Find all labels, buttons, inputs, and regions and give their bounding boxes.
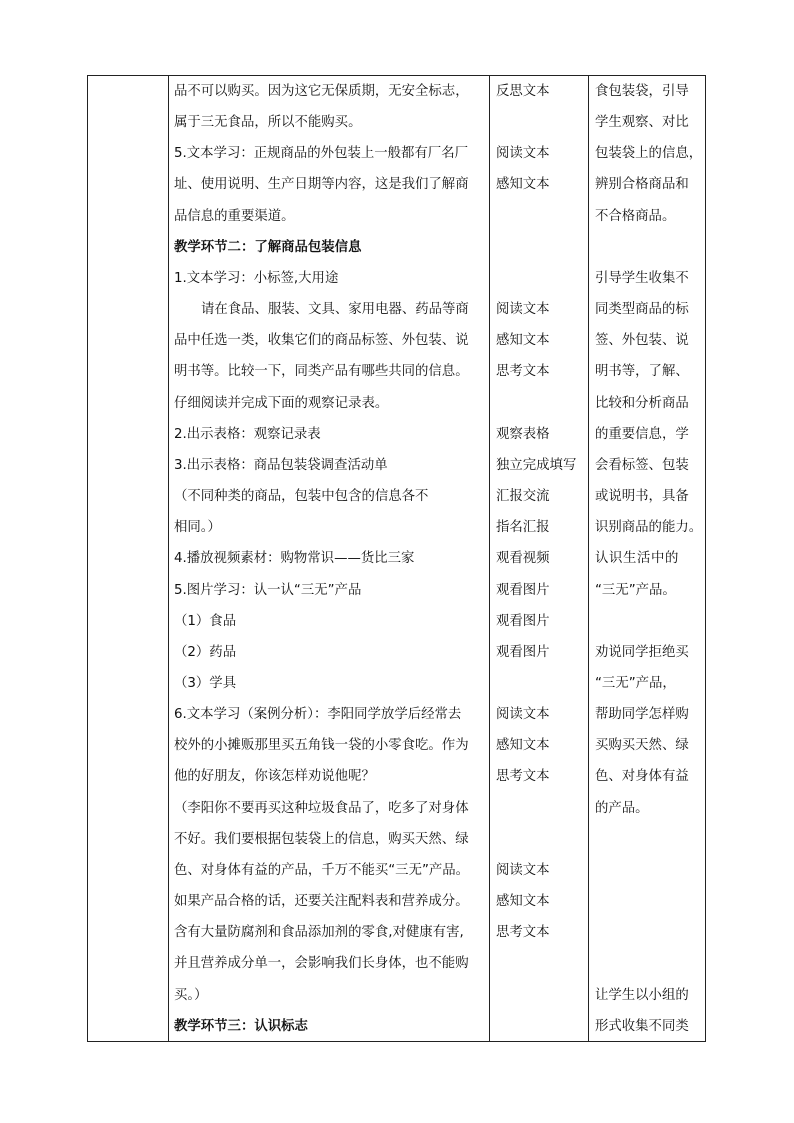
content-line: 品不可以购买。因为这它无保质期，无安全标志， [174,84,469,99]
purpose-line: 引导学生收集不 [595,271,689,286]
activity-line: 感知文本 [496,738,550,753]
content-line: 5.图片学习：认一认“三无”产品 [174,583,362,598]
content-line: 并且营养成分单一，会影响我们长身体，也不能购 [174,956,469,971]
purpose-line: 或说明书，具备 [595,489,689,504]
purpose-line: 辨别合格商品和 [595,177,689,192]
purpose-line: 色、对身体有益 [595,769,689,784]
activity-line: 阅读文本 [496,863,550,878]
column-divider [588,76,589,1041]
activity-line: 感知文本 [496,894,550,909]
activity-line: 阅读文本 [496,146,550,161]
activity-line: 指名汇报 [496,520,550,535]
content-line: 请在食品、服装、文具、家用电器、药品等商 [201,302,469,317]
content-line: 址、使用说明、生产日期等内容，这是我们了解商 [174,177,469,192]
content-line: 品中任选一类，收集它们的商品标签、外包装、说 [174,333,469,348]
content-line: 6.文本学习（案例分析）：李阳同学放学后经常去 [174,707,462,722]
purpose-line: 劝说同学拒绝买 [595,645,689,660]
activity-line: 观看图片 [496,614,550,629]
activity-line: 阅读文本 [496,302,550,317]
purpose-line: 包装袋上的信息， [595,146,703,161]
purpose-line: 学生观察、对比 [595,115,689,130]
purpose-line: “三无”产品。 [595,583,676,598]
purpose-line: 的产品。 [595,801,649,816]
content-line: 3.出示表格：商品包装袋调查活动单 [174,458,388,473]
purpose-line: 明书等，了解、 [595,364,689,379]
purpose-line: 同类型商品的标 [595,302,689,317]
activity-line: 观看图片 [496,645,550,660]
content-line: 明书等。比较一下，同类产品有哪些共同的信息。 [174,364,469,379]
column-divider [168,76,169,1041]
section-heading: 教学环节二：了解商品包装信息 [174,240,362,255]
activity-line: 观看视频 [496,551,550,566]
purpose-line: 让学生以小组的 [595,988,689,1003]
activity-line: 观察表格 [496,427,550,442]
activity-line: 思考文本 [496,925,550,940]
activity-line: 感知文本 [496,177,550,192]
activity-line: 反思文本 [496,84,550,99]
purpose-line: 的重要信息，学 [595,427,689,442]
content-line: （1）食品 [174,614,237,629]
purpose-line: 不合格商品。 [595,209,676,224]
content-line: 相同。） [174,520,221,535]
activity-line: 观看图片 [496,583,550,598]
activity-line: 思考文本 [496,769,550,784]
purpose-line: 识别商品的能力。 [595,520,703,535]
purpose-line: “三无”产品， [595,676,676,691]
content-line: 买。） [174,988,208,1003]
content-line: 仔细阅读并完成下面的观察记录表。 [174,396,389,411]
activity-line: 感知文本 [496,333,550,348]
content-line: 校外的小摊贩那里买五角钱一袋的小零食吃。作为 [174,738,469,753]
content-line: （3）学具 [174,676,237,691]
purpose-line: 比较和分析商品 [595,396,689,411]
content-line: 品信息的重要渠道。 [174,209,295,224]
purpose-line: 会看标签、包装 [595,458,689,473]
activity-line: 阅读文本 [496,707,550,722]
column-divider [489,76,490,1041]
purpose-line: 食包装袋，引导 [595,84,689,99]
content-line: （2）药品 [174,645,237,660]
content-line: 4.播放视频素材：购物常识——货比三家 [174,551,415,566]
content-line: 色、对身体有益的产品，千万不能买“三无”产品。 [174,863,470,878]
activity-line: 思考文本 [496,364,550,379]
content-line: 1.文本学习：小标签,大用途 [174,271,339,286]
purpose-line: 帮助同学怎样购 [595,707,689,722]
content-line: 不好。我们要根据包装袋上的信息，购买天然、绿 [174,832,469,847]
purpose-line: 形式收集不同类 [595,1019,689,1034]
activity-line: 汇报交流 [496,489,550,504]
purpose-line: 签、外包装、说 [595,333,689,348]
content-line: （李阳你不要再买这种垃圾食品了，吃多了对身体 [174,801,469,816]
content-line: 如果产品合格的话，还要关注配料表和营养成分。 [174,894,469,909]
content-line: 5.文本学习：正规商品的外包装上一般都有厂名厂 [174,146,468,161]
content-line: （不同种类的商品，包装中包含的信息各不 [174,489,429,504]
activity-line: 独立完成填写 [496,458,577,473]
section-heading: 教学环节三：认识标志 [174,1019,308,1034]
content-line: 2.出示表格：观察记录表 [174,427,321,442]
purpose-line: 认识生活中的 [595,551,679,566]
content-line: 属于三无食品，所以不能购买。 [174,115,362,130]
content-line: 他的好朋友，你该怎样劝说他呢？ [174,769,375,784]
purpose-line: 买购买天然、绿 [595,738,689,753]
content-line: 含有大量防腐剂和食品添加剂的零食,对健康有害, [174,925,464,940]
